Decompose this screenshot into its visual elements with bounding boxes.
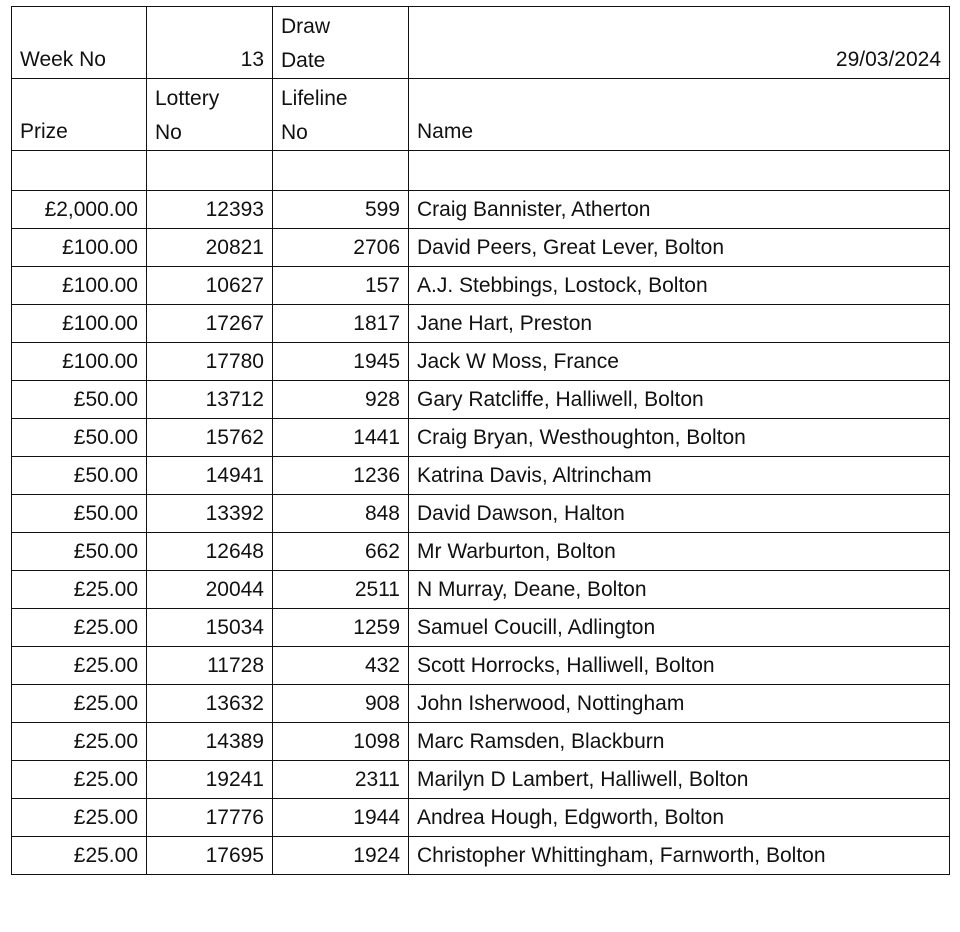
table-row xyxy=(12,343,950,381)
prize-cell: £25.00 xyxy=(12,685,147,723)
prize-cell: £25.00 xyxy=(12,609,147,647)
name-cell: Mr Warburton, Bolton xyxy=(409,533,950,571)
lifeline-no-cell: 1259 xyxy=(273,609,409,647)
week-value: 13 xyxy=(147,7,273,79)
blank-cell xyxy=(147,151,273,191)
prize-cell: £25.00 xyxy=(12,647,147,685)
name-cell: Gary Ratcliffe, Halliwell, Bolton xyxy=(409,381,950,419)
lifeline-no-cell: 1236 xyxy=(273,457,409,495)
prize-cell: £25.00 xyxy=(12,761,147,799)
table-row xyxy=(12,571,950,609)
week-label: Week No xyxy=(12,7,147,79)
lottery-no-cell: 10627 xyxy=(147,267,273,305)
lifeline-no-cell: 599 xyxy=(273,191,409,229)
name-cell: Craig Bryan, Westhoughton, Bolton xyxy=(409,419,950,457)
table-row xyxy=(12,761,950,799)
lottery-no-cell: 14941 xyxy=(147,457,273,495)
lifeline-no-cell: 2706 xyxy=(273,229,409,267)
lifeline-no-cell: 848 xyxy=(273,495,409,533)
lifeline-no-cell: 432 xyxy=(273,647,409,685)
prize-cell: £100.00 xyxy=(12,343,147,381)
lottery-no-cell: 19241 xyxy=(147,761,273,799)
name-cell: John Isherwood, Nottingham xyxy=(409,685,950,723)
table-row xyxy=(12,609,950,647)
lottery-no-cell: 14389 xyxy=(147,723,273,761)
prize-cell: £50.00 xyxy=(12,419,147,457)
lottery-header-line1: Lottery xyxy=(155,87,220,110)
name-cell: Andrea Hough, Edgworth, Bolton xyxy=(409,799,950,837)
name-header: Name xyxy=(409,79,950,151)
lifeline-header-line1: Lifeline xyxy=(281,87,348,110)
table-row xyxy=(12,305,950,343)
draw-date-label-line1: Draw xyxy=(281,15,331,38)
prize-cell: £25.00 xyxy=(12,837,147,875)
name-cell: Samuel Coucill, Adlington xyxy=(409,609,950,647)
table-row xyxy=(12,495,950,533)
table-row xyxy=(12,381,950,419)
table-row xyxy=(12,419,950,457)
lottery-no-cell: 13632 xyxy=(147,685,273,723)
prize-cell: £100.00 xyxy=(12,267,147,305)
prize-header: Prize xyxy=(12,79,147,151)
lottery-no-cell: 17695 xyxy=(147,837,273,875)
table-row xyxy=(12,723,950,761)
table-row xyxy=(12,837,950,875)
name-cell: Craig Bannister, Atherton xyxy=(409,191,950,229)
prize-cell: £50.00 xyxy=(12,457,147,495)
lifeline-no-cell: 1945 xyxy=(273,343,409,381)
lifeline-no-cell: 1924 xyxy=(273,837,409,875)
lottery-no-cell: 15762 xyxy=(147,419,273,457)
prize-cell: £100.00 xyxy=(12,305,147,343)
name-cell: David Peers, Great Lever, Bolton xyxy=(409,229,950,267)
prize-cell: £2,000.00 xyxy=(12,191,147,229)
lifeline-no-cell: 1944 xyxy=(273,799,409,837)
name-cell: Marilyn D Lambert, Halliwell, Bolton xyxy=(409,761,950,799)
lottery-no-cell: 20821 xyxy=(147,229,273,267)
lottery-no-cell: 17780 xyxy=(147,343,273,381)
lottery-no-header xyxy=(147,79,273,151)
lifeline-no-cell: 928 xyxy=(273,381,409,419)
lottery-no-cell: 13712 xyxy=(147,381,273,419)
blank-cell xyxy=(12,151,147,191)
lifeline-no-cell: 2511 xyxy=(273,571,409,609)
prize-cell: £100.00 xyxy=(12,229,147,267)
table-row xyxy=(12,457,950,495)
table-row xyxy=(12,647,950,685)
prize-cell: £25.00 xyxy=(12,571,147,609)
prize-cell: £25.00 xyxy=(12,799,147,837)
lifeline-no-header xyxy=(273,79,409,151)
table-row xyxy=(12,229,950,267)
lottery-no-cell: 11728 xyxy=(147,647,273,685)
lifeline-no-cell: 1441 xyxy=(273,419,409,457)
name-cell: Christopher Whittingham, Farnworth, Bolton xyxy=(409,837,950,875)
lifeline-no-cell: 1098 xyxy=(273,723,409,761)
lottery-no-cell: 20044 xyxy=(147,571,273,609)
blank-cell xyxy=(273,151,409,191)
name-cell: Scott Horrocks, Halliwell, Bolton xyxy=(409,647,950,685)
lifeline-no-cell: 157 xyxy=(273,267,409,305)
lottery-no-cell: 15034 xyxy=(147,609,273,647)
results-table xyxy=(11,6,950,875)
lottery-no-cell: 12648 xyxy=(147,533,273,571)
lottery-no-cell: 17776 xyxy=(147,799,273,837)
lifeline-no-cell: 1817 xyxy=(273,305,409,343)
blank-cell xyxy=(409,151,950,191)
prize-cell: £25.00 xyxy=(12,723,147,761)
lifeline-no-cell: 2311 xyxy=(273,761,409,799)
table-row xyxy=(12,191,950,229)
draw-date-label xyxy=(273,7,409,79)
table-row xyxy=(12,685,950,723)
name-cell: Jane Hart, Preston xyxy=(409,305,950,343)
blank-row xyxy=(12,151,950,191)
name-cell: Jack W Moss, France xyxy=(409,343,950,381)
name-cell: Katrina Davis, Altrincham xyxy=(409,457,950,495)
name-cell: Marc Ramsden, Blackburn xyxy=(409,723,950,761)
column-header-row xyxy=(12,79,950,151)
prize-cell: £50.00 xyxy=(12,495,147,533)
prize-cell: £50.00 xyxy=(12,381,147,419)
table-row xyxy=(12,267,950,305)
lifeline-header-line2: No xyxy=(281,121,308,144)
table-row xyxy=(12,799,950,837)
lottery-no-cell: 17267 xyxy=(147,305,273,343)
draw-date-value: 29/03/2024 xyxy=(409,7,950,79)
name-cell: David Dawson, Halton xyxy=(409,495,950,533)
lottery-no-cell: 12393 xyxy=(147,191,273,229)
lifeline-no-cell: 908 xyxy=(273,685,409,723)
name-cell: N Murray, Deane, Bolton xyxy=(409,571,950,609)
table-row xyxy=(12,533,950,571)
week-header-row xyxy=(12,7,950,79)
lifeline-no-cell: 662 xyxy=(273,533,409,571)
draw-date-label-line2: Date xyxy=(281,49,326,72)
lottery-header-line2: No xyxy=(155,121,182,144)
prize-cell: £50.00 xyxy=(12,533,147,571)
lottery-no-cell: 13392 xyxy=(147,495,273,533)
name-cell: A.J. Stebbings, Lostock, Bolton xyxy=(409,267,950,305)
